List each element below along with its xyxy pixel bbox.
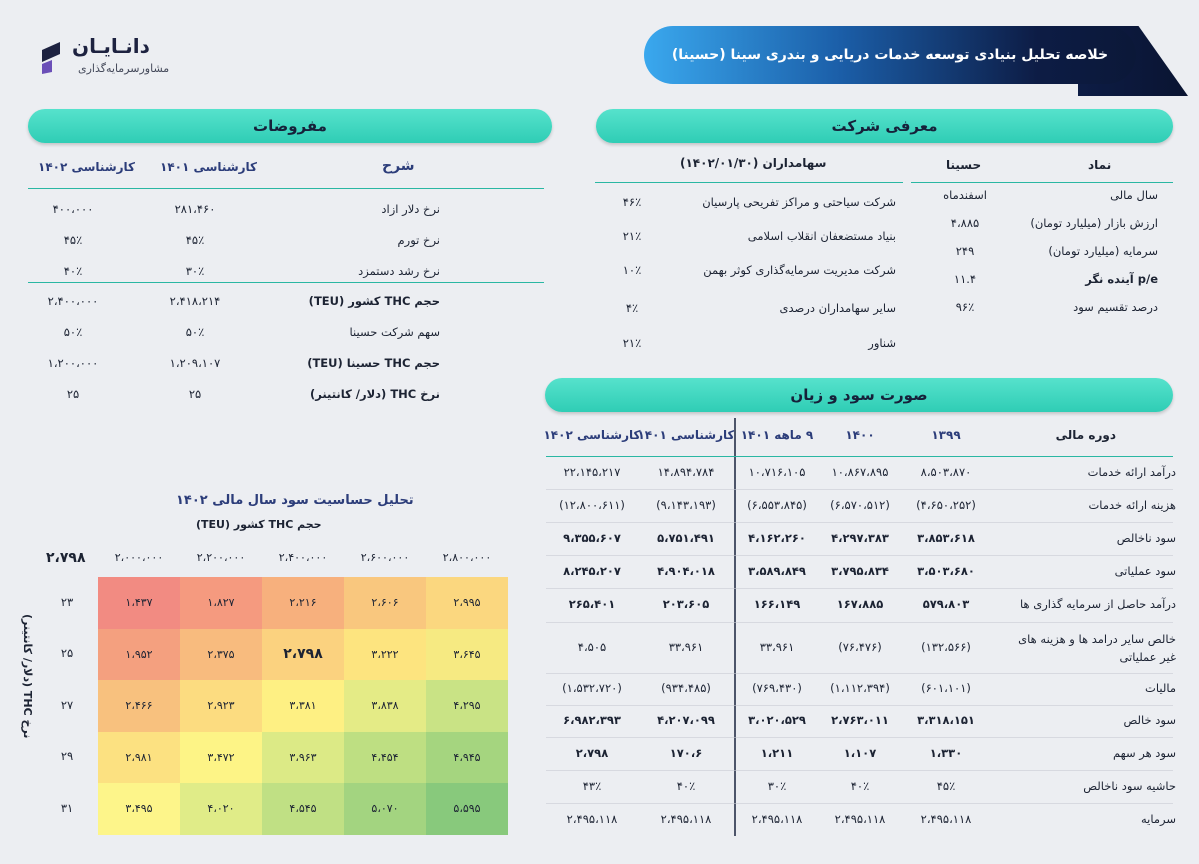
income-cell: ۴،۲۹۷،۳۸۳ <box>831 531 889 545</box>
section-company: معرفی شرکت <box>596 109 1173 143</box>
assump-header-1402: کارشناسی ۱۴۰۲ <box>38 160 136 174</box>
heat-cell: ۳،۹۶۳ <box>262 732 344 784</box>
assump-value-1401: ۲۸۱،۴۶۰ <box>174 202 216 216</box>
income-cell: ۳۳،۹۶۱ <box>759 640 795 654</box>
holder-share: ۲۱٪ <box>622 229 642 243</box>
heat-cell: ۴،۰۲۰ <box>180 783 262 835</box>
heat-cell: ۵،۵۹۵ <box>426 783 508 835</box>
heat-cell: ۳،۲۲۲ <box>344 629 426 681</box>
assump-value-1401: ۲۵ <box>188 387 202 401</box>
income-cell: ۳،۵۰۳،۶۸۰ <box>917 564 975 578</box>
assump-value-1401: ۳۰٪ <box>185 264 205 278</box>
income-cell: ۴۰٪ <box>850 779 870 793</box>
heat-cell: ۳،۸۳۸ <box>344 680 426 732</box>
income-header-rule <box>546 456 1173 457</box>
heat-x-tick: ۲،۲۰۰،۰۰۰ <box>196 551 246 564</box>
income-row-label: سود هر سهم <box>1112 746 1176 760</box>
income-cell: (۷۶۹،۴۳۰) <box>752 681 802 695</box>
company-info-label: درصد تقسیم سود <box>1073 300 1158 314</box>
company-info-label: سرمایه (میلیارد تومان) <box>1048 244 1158 258</box>
assump-mid-rule <box>28 282 544 283</box>
heat-cell: ۴،۵۴۵ <box>262 783 344 835</box>
heat-x-tick: ۲،۴۰۰،۰۰۰ <box>278 551 328 564</box>
holder-share: ۱۰٪ <box>622 263 642 277</box>
assump-label: سهم شرکت حسینا <box>349 325 440 339</box>
company-header-value: حسینا <box>946 158 982 172</box>
holder-share: ۴۶٪ <box>622 195 642 209</box>
income-row-label: درآمد ارائه خدمات <box>1087 465 1176 479</box>
heat-cell: ۳،۴۹۵ <box>98 783 180 835</box>
income-cell: ۲۶۵،۴۰۱ <box>568 597 616 611</box>
company-info-label: ارزش بازار (میلیارد تومان) <box>1030 216 1158 230</box>
holder-share: ۲۱٪ <box>622 336 642 350</box>
assump-header-rule <box>28 188 544 189</box>
holder-name: بنیاد مستضعفان انقلاب اسلامی <box>747 229 896 243</box>
company-header-holders: سهامداران (۱۴۰۲/۰۱/۳۰) <box>680 156 827 170</box>
income-header-1400: ۱۴۰۰ <box>845 428 875 442</box>
income-cell: (۱۳۲،۵۶۶) <box>921 640 971 654</box>
section-assumptions: مفروضات <box>28 109 552 143</box>
heat-cell: ۳،۳۸۱ <box>262 680 344 732</box>
income-cell: ۲۰۳،۶۰۵ <box>662 597 710 611</box>
assump-value-1401: ۲،۴۱۸،۲۱۴ <box>169 294 221 308</box>
income-cell: ۲،۷۶۳،۰۱۱ <box>831 713 889 727</box>
heat-cell: ۴،۴۵۴ <box>344 732 426 784</box>
company-info-value: ۹۶٪ <box>955 300 975 314</box>
company-info-value: اسفندماه <box>943 188 987 202</box>
assump-value-1402: ۴۰۰،۰۰۰ <box>52 202 94 216</box>
income-cell: ۲،۴۹۵،۱۱۸ <box>751 812 803 826</box>
income-header-k1401: کارشناسی ۱۴۰۱ <box>637 428 735 442</box>
income-header-label: دوره مالی <box>1055 428 1116 442</box>
assump-value-1401: ۴۵٪ <box>185 233 205 247</box>
heat-cell: ۴،۹۴۵ <box>426 732 508 784</box>
income-cell: ۲۲،۱۴۵،۲۱۷ <box>563 465 621 479</box>
income-row-label: سرمایه <box>1140 812 1176 826</box>
income-cell: ۴،۵۰۵ <box>577 640 607 654</box>
logo-mark-icon <box>38 40 68 74</box>
company-info-value: ۱۱.۴ <box>953 272 977 286</box>
heat-cell: ۳،۶۴۵ <box>426 629 508 681</box>
income-row-rule <box>546 522 1173 523</box>
company-info-value: ۴،۸۸۵ <box>950 216 980 230</box>
assump-value-1402: ۱،۲۰۰،۰۰۰ <box>47 356 99 370</box>
heat-y-tick: ۳۱ <box>60 800 74 815</box>
heat-cell: ۲،۲۱۶ <box>262 577 344 629</box>
income-cell: ۱،۲۱۱ <box>760 746 794 760</box>
heat-cell: ۲،۹۸۱ <box>98 732 180 784</box>
assump-header-desc: شرح <box>382 158 415 174</box>
income-row-rule <box>546 737 1173 738</box>
assump-label: نرخ رشد دستمزد <box>358 264 440 278</box>
sensitivity-title: تحلیل حساسیت سود سال مالی ۱۴۰۲ <box>176 493 414 508</box>
income-header-k1402: کارشناسی ۱۴۰۲ <box>543 428 641 442</box>
income-cell: ۱،۳۳۰ <box>929 746 963 760</box>
income-cell: ۳،۳۱۸،۱۵۱ <box>917 713 975 727</box>
sensitivity-x-label: حجم THC کشور (TEU) <box>196 518 322 531</box>
title-banner <box>640 26 1188 96</box>
income-row-label: سود خالص <box>1123 713 1176 727</box>
company-info-label: p/e آینده نگر <box>1085 272 1158 286</box>
income-cell: (۱۲،۸۰۰،۶۱۱) <box>559 498 625 512</box>
income-cell: ۲،۴۹۵،۱۱۸ <box>920 812 972 826</box>
heat-cell: ۵،۰۷۰ <box>344 783 426 835</box>
assump-value-1402: ۲،۴۰۰،۰۰۰ <box>47 294 99 308</box>
income-cell: ۱۴،۸۹۴،۷۸۴ <box>657 465 715 479</box>
income-row-rule <box>546 555 1173 556</box>
income-row-rule <box>546 770 1173 771</box>
section-income: صورت سود و زیان <box>545 378 1173 412</box>
income-cell: ۳،۷۹۵،۸۳۴ <box>831 564 889 578</box>
income-cell: ۲،۷۹۸ <box>575 746 609 760</box>
sensitivity-corner: ۲،۷۹۸ <box>46 550 86 566</box>
income-cell: (۶۰۱،۱۰۱) <box>921 681 971 695</box>
heat-cell: ۴،۲۹۵ <box>426 680 508 732</box>
income-row-label: سود ناخالص <box>1116 531 1176 545</box>
assump-value-1402: ۲۵ <box>66 387 80 401</box>
assump-header-1401: کارشناسی ۱۴۰۱ <box>160 160 258 174</box>
heat-cell: ۳،۴۷۲ <box>180 732 262 784</box>
heat-cell: ۲،۳۷۵ <box>180 629 262 681</box>
logo-subtitle: مشاورسرمایه‌گذاری <box>78 62 170 75</box>
income-row-rule <box>546 622 1173 623</box>
income-row-label: سود عملیاتی <box>1114 564 1176 578</box>
assump-label: حجم THC حسینا (TEU) <box>307 356 440 370</box>
logo-brand: دانـایـان <box>72 34 150 58</box>
income-cell: ۲،۴۹۵،۱۱۸ <box>566 812 618 826</box>
page-title: خلاصه تحلیل بنیادی توسعه خدمات دریایی و بندری سینا (حسینا) <box>644 26 1136 84</box>
income-cell: ۵،۷۵۱،۴۹۱ <box>657 531 715 545</box>
income-cell: (۷۶،۴۷۶) <box>838 640 882 654</box>
holder-name: شرکت سیاحتی و مراکز تفریحی پارسیان <box>702 195 896 209</box>
company-info-value: ۲۴۹ <box>955 244 975 258</box>
assump-label: حجم THC کشور (TEU) <box>308 294 440 308</box>
income-cell: ۴۰٪ <box>676 779 696 793</box>
income-cell: ۳،۰۲۰،۵۲۹ <box>748 713 806 727</box>
income-cell: ۶،۹۸۲،۳۹۳ <box>563 713 621 727</box>
company-header-symbol: نماد <box>1088 158 1112 172</box>
heat-cell: ۱،۹۵۲ <box>98 629 180 681</box>
income-cell: (۹۳۴،۴۸۵) <box>661 681 711 695</box>
income-cell: ۳،۸۵۳،۶۱۸ <box>917 531 975 545</box>
income-row-rule <box>546 489 1173 490</box>
income-cell: (۱،۵۳۲،۷۲۰) <box>562 681 622 695</box>
income-cell: ۸،۵۰۳،۸۷۰ <box>920 465 972 479</box>
holder-name: سایر سهامداران درصدی <box>779 301 896 315</box>
heat-x-tick: ۲،۸۰۰،۰۰۰ <box>442 551 492 564</box>
sensitivity-y-label: نرخ THC (دلار/ کانتینر) <box>21 614 34 739</box>
income-cell: (۶،۵۵۳،۸۴۵) <box>747 498 807 512</box>
assump-value-1402: ۴۵٪ <box>63 233 83 247</box>
income-cell: ۴،۲۰۷،۰۹۹ <box>657 713 715 727</box>
income-cell: ۲،۴۹۵،۱۱۸ <box>660 812 712 826</box>
income-cell: ۴۳٪ <box>582 779 602 793</box>
assump-value-1402: ۵۰٪ <box>63 325 83 339</box>
income-cell: (۱،۱۱۲،۳۹۴) <box>830 681 890 695</box>
income-divider <box>734 418 736 836</box>
heat-cell: ۲،۶۰۶ <box>344 577 426 629</box>
income-cell: (۹،۱۴۳،۱۹۳) <box>656 498 716 512</box>
income-cell: ۱۷۰،۶ <box>669 746 703 760</box>
income-cell: ۳۳،۹۶۱ <box>668 640 704 654</box>
heat-cell: ۲،۴۶۶ <box>98 680 180 732</box>
heat-y-tick: ۲۳ <box>60 594 74 609</box>
heat-cell: ۲،۷۹۸ <box>262 629 344 681</box>
income-row-label: حاشیه سود ناخالص <box>1083 779 1176 793</box>
income-row-label: مالیات <box>1145 681 1176 695</box>
income-row-rule <box>546 705 1173 706</box>
income-cell: ۱۰،۸۶۷،۸۹۵ <box>831 465 889 479</box>
income-row-rule <box>546 803 1173 804</box>
heat-cell: ۱،۴۳۷ <box>98 577 180 629</box>
heat-x-tick: ۲،۶۰۰،۰۰۰ <box>360 551 410 564</box>
income-row-rule <box>546 673 1173 674</box>
heat-cell: ۱،۸۲۷ <box>180 577 262 629</box>
income-cell: ۳۰٪ <box>767 779 787 793</box>
income-cell: ۹،۳۵۵،۶۰۷ <box>563 531 621 545</box>
income-cell: ۱۰،۷۱۶،۱۰۵ <box>748 465 806 479</box>
income-cell: ۴،۱۶۲،۲۶۰ <box>748 531 806 545</box>
heat-y-tick: ۲۷ <box>60 697 74 712</box>
holder-name: شرکت مدیریت سرمایه‌گذاری کوثر بهمن <box>703 263 896 277</box>
income-cell: ۸،۲۴۵،۲۰۷ <box>563 564 621 578</box>
heat-y-tick: ۲۵ <box>60 646 74 661</box>
assump-label: نرخ THC (دلار/ کانتینر) <box>309 387 440 401</box>
assump-label: نرخ تورم <box>397 233 440 247</box>
heat-y-tick: ۲۹ <box>60 749 74 764</box>
heat-cell: ۲،۹۲۳ <box>180 680 262 732</box>
income-cell: (۴،۶۵۰،۲۵۲) <box>916 498 976 512</box>
income-cell: ۱۶۶،۱۴۹ <box>753 597 801 611</box>
holder-share: ۴٪ <box>625 301 639 315</box>
logo <box>38 32 188 82</box>
company-info-rule <box>911 182 1173 183</box>
income-cell: (۶،۵۷۰،۵۱۲) <box>830 498 890 512</box>
income-row-label: درآمد حاصل از سرمایه گذاری ها <box>1019 597 1176 611</box>
assump-value-1402: ۴۰٪ <box>63 264 83 278</box>
income-cell: ۴،۹۰۴،۰۱۸ <box>657 564 715 578</box>
income-cell: ۱۶۷،۸۸۵ <box>836 597 884 611</box>
income-row-label: خالص سایر درامد ها و هزینه های غیر عملیاتی <box>1018 632 1176 664</box>
income-header-9m1401: ۹ ماهه ۱۴۰۱ <box>740 428 814 442</box>
income-row-label: هزینه ارائه خدمات <box>1088 498 1176 512</box>
assump-value-1401: ۵۰٪ <box>185 325 205 339</box>
income-cell: ۱،۱۰۷ <box>843 746 877 760</box>
income-row-rule <box>546 588 1173 589</box>
holder-name: شناور <box>868 336 896 350</box>
income-header-1399: ۱۳۹۹ <box>931 428 961 442</box>
income-cell: ۲،۴۹۵،۱۱۸ <box>834 812 886 826</box>
income-cell: ۵۷۹،۸۰۳ <box>922 597 970 611</box>
company-info-label: سال مالی <box>1110 188 1158 202</box>
income-cell: ۴۵٪ <box>936 779 956 793</box>
company-holders-rule <box>595 182 903 183</box>
income-cell: ۳،۵۸۹،۸۴۹ <box>748 564 806 578</box>
assump-value-1401: ۱،۲۰۹،۱۰۷ <box>169 356 221 370</box>
assump-label: نرخ دلار ازاد <box>381 202 440 216</box>
heat-cell: ۲،۹۹۵ <box>426 577 508 629</box>
heat-x-tick: ۲،۰۰۰،۰۰۰ <box>114 551 164 564</box>
